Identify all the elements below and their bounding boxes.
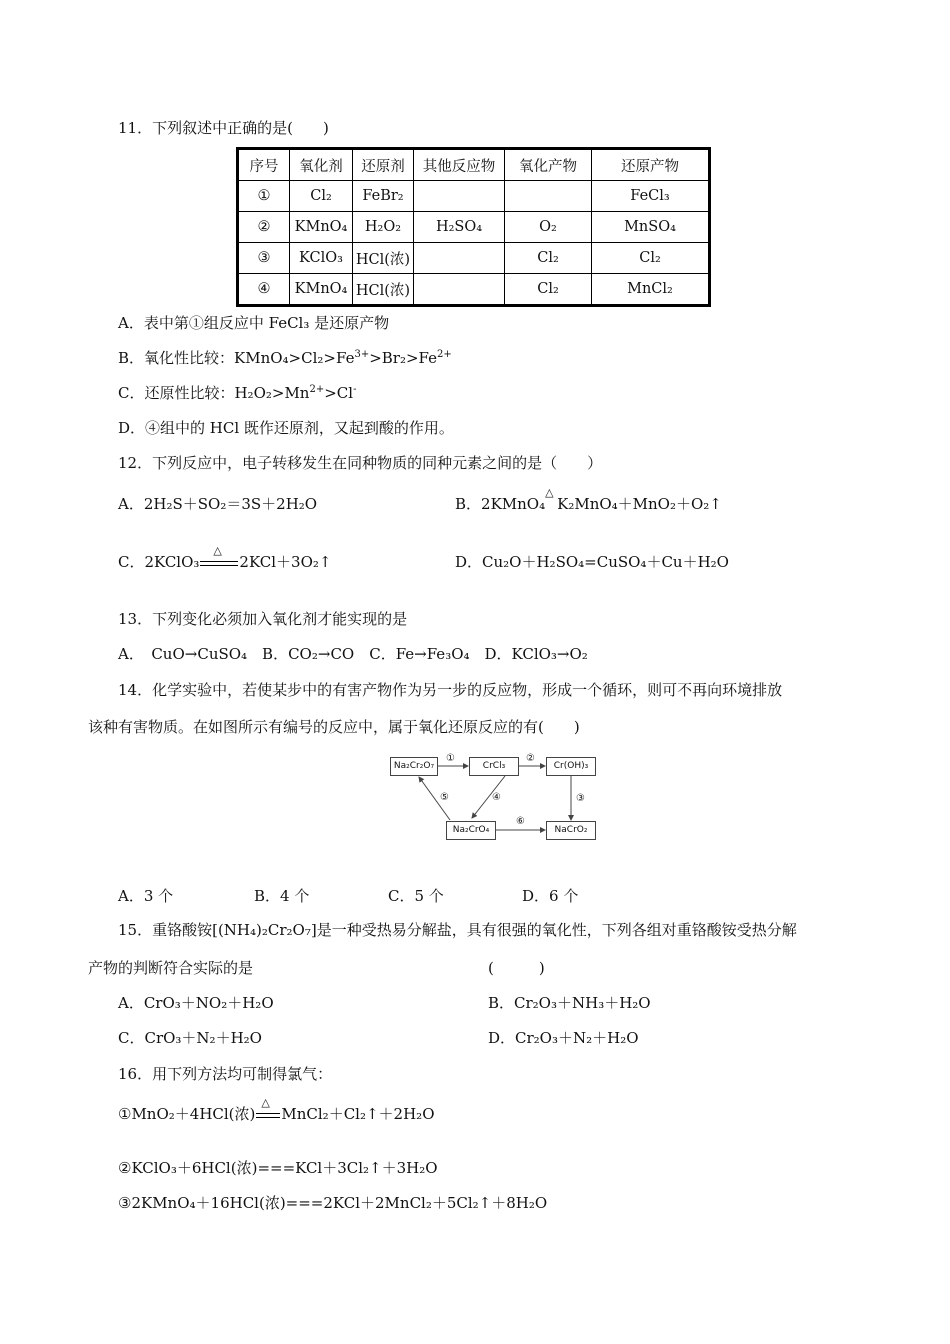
q12-stem: 12．下列反应中，电子转移发生在同种物质的同种元素之间的是（ ） <box>118 454 603 472</box>
q15-stem-line1: 15．重铬酸铵[(NH₄)₂Cr₂O₇]是一种受热易分解盐，具有很强的氧化性，下列各组对重铬酸铵受热分解 <box>118 921 797 939</box>
q15-answer-paren: ( ) <box>488 959 545 977</box>
q16-r1-left: ①MnO₂＋4HCl(浓) <box>118 1105 256 1123</box>
table-cell: Cl₂ <box>592 243 710 274</box>
compound-box: Cr(OH)₃ <box>546 757 596 776</box>
q11-table <box>236 147 711 307</box>
table-cell: H₂SO₄ <box>414 212 505 243</box>
table-cell: Cl₂ <box>505 274 592 306</box>
q12-option-c <box>118 544 332 572</box>
table-cell: HCl(浓) <box>353 274 414 306</box>
table-cell: MnCl₂ <box>592 274 710 306</box>
q15-stem-line2: 产物的判断符合实际的是 <box>88 959 254 977</box>
q12-option-a: A．2H₂S＋SO₂＝3S＋2H₂O <box>118 495 318 513</box>
q14-stem-line1: 14．化学实验中，若使某步中的有害产物作为另一步的反应物，形成一个循环，则可不再向环境排放 <box>118 681 783 699</box>
table-cell: Cl₂ <box>505 243 592 274</box>
q11-c-charge: - <box>353 384 357 395</box>
q11-c-text: >Cl <box>324 384 354 402</box>
q14-option-d: D．6 个 <box>522 887 579 905</box>
table-cell: HCl(浓) <box>353 243 414 274</box>
q14-option-b: B．4 个 <box>254 887 310 905</box>
reaction-number: ⑤ <box>440 792 449 803</box>
table-cell: KClO₃ <box>290 243 353 274</box>
table-cell: ② <box>238 212 290 243</box>
q12-option-b <box>455 486 722 514</box>
table-header-row <box>238 149 710 181</box>
heat-condition-icon: △ <box>255 1104 281 1124</box>
table-cell: H₂O₂ <box>353 212 414 243</box>
q11-c-text: C．还原性比较：H₂O₂>Mn <box>118 384 310 402</box>
table-cell: ③ <box>238 243 290 274</box>
q12-c-left: C．2KClO₃ <box>118 553 200 571</box>
q16-stem: 16．用下列方法均可制得氯气： <box>118 1065 333 1083</box>
q11-option-c <box>118 383 356 403</box>
table-row <box>238 181 710 212</box>
q11-stem: 11．下列叙述中正确的是( ) <box>118 119 329 137</box>
table-header: 还原产物 <box>592 149 710 181</box>
table-cell: FeCl₃ <box>592 181 710 212</box>
q11-option-b <box>118 348 452 368</box>
table-header: 还原剂 <box>353 149 414 181</box>
q13-stem: 13．下列变化必须加入氧化剂才能实现的是 <box>118 610 408 628</box>
q15-option-c: C．CrO₃＋N₂＋H₂O <box>118 1029 262 1047</box>
q11-b-charge: 2+ <box>437 349 452 360</box>
compound-box: Na₂CrO₄ <box>446 821 496 840</box>
table-cell <box>414 243 505 274</box>
q12-c-right: 2KCl＋3O₂↑ <box>239 553 332 571</box>
table-cell: MnSO₄ <box>592 212 710 243</box>
q16-reaction-3: ③2KMnO₄＋16HCl(浓)===2KCl＋2MnCl₂＋5Cl₂↑＋8H₂O <box>118 1194 548 1212</box>
q11-b-text: >Br₂>Fe <box>369 349 438 367</box>
table-cell: O₂ <box>505 212 592 243</box>
q11-option-a: A．表中第①组反应中 FeCl₃ 是还原产物 <box>118 314 390 332</box>
reaction-number: ③ <box>576 793 585 804</box>
table-cell <box>414 181 505 212</box>
table-header: 其他反应物 <box>414 149 505 181</box>
table-cell: KMnO₄ <box>290 212 353 243</box>
table-cell <box>505 181 592 212</box>
table-cell <box>414 274 505 306</box>
q13-options: A． CuO→CuSO₄ B．CO₂→CO C．Fe→Fe₃O₄ D．KClO₃→O₂ <box>118 645 588 663</box>
table-cell: ① <box>238 181 290 212</box>
heat-condition-icon: △ <box>545 486 554 499</box>
q16-reaction-1 <box>118 1096 435 1124</box>
q15-option-d: D．Cr₂O₃＋N₂＋H₂O <box>488 1029 639 1047</box>
q14-option-c: C．5 个 <box>388 887 444 905</box>
reaction-number: ⑥ <box>516 816 525 827</box>
compound-box: NaCrO₂ <box>546 821 596 840</box>
table-cell: KMnO₄ <box>290 274 353 306</box>
q12-b-right: K₂MnO₄＋MnO₂＋O₂↑ <box>557 495 722 513</box>
reaction-number: ② <box>526 753 535 764</box>
table-cell: ④ <box>238 274 290 306</box>
q16-r1-right: MnCl₂＋Cl₂↑＋2H₂O <box>281 1105 435 1123</box>
q11-option-d: D．④组中的 HCl 既作还原剂，又起到酸的作用。 <box>118 419 454 437</box>
reaction-number: ④ <box>492 792 501 803</box>
compound-box: CrCl₃ <box>469 757 519 776</box>
table-header: 序号 <box>238 149 290 181</box>
q14-stem-line2: 该种有害物质。在如图所示有编号的反应中，属于氧化还原反应的有( ) <box>88 718 580 736</box>
table-row <box>238 243 710 274</box>
q15-option-b: B．Cr₂O₃＋NH₃＋H₂O <box>488 994 651 1012</box>
heat-condition-icon: △ <box>199 552 239 572</box>
reaction-number: ① <box>446 753 455 764</box>
table-cell: FeBr₂ <box>353 181 414 212</box>
q11-c-charge: 2+ <box>309 384 325 395</box>
table-cell: Cl₂ <box>290 181 353 212</box>
table-row <box>238 274 710 306</box>
q11-b-charge: 3+ <box>354 349 370 360</box>
q12-option-d: D．Cu₂O＋H₂SO₄=CuSO₄＋Cu＋H₂O <box>455 553 729 571</box>
table-header: 氧化产物 <box>505 149 592 181</box>
compound-box: Na₂Cr₂O₇ <box>390 757 438 776</box>
q15-option-a: A．CrO₃＋NO₂＋H₂O <box>118 994 274 1012</box>
q11-b-text: B．氧化性比较：KMnO₄>Cl₂>Fe <box>118 349 355 367</box>
table-header: 氧化剂 <box>290 149 353 181</box>
q12-b-left: B．2KMnO₄ <box>455 495 546 513</box>
q16-reaction-2: ②KClO₃＋6HCl(浓)===KCl＋3Cl₂↑＋3H₂O <box>118 1159 438 1177</box>
table-row <box>238 212 710 243</box>
q14-option-a: A．3 个 <box>118 887 174 905</box>
